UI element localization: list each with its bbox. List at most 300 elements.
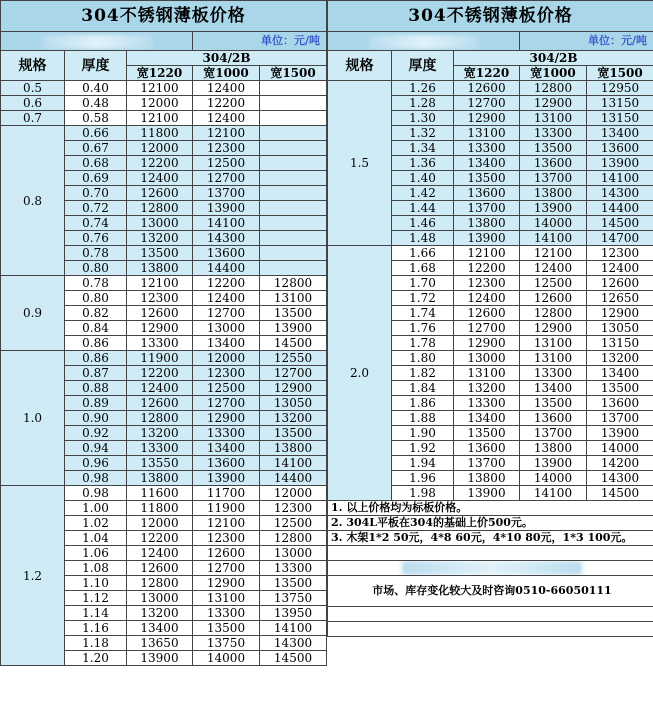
thickness-cell: 1.18 bbox=[65, 636, 127, 651]
price-1220-cell: 12100 bbox=[127, 276, 193, 291]
price-1000-cell: 12500 bbox=[193, 381, 260, 396]
table-row bbox=[1, 486, 327, 501]
price-1500-cell bbox=[260, 201, 327, 216]
price-1000-cell: 12400 bbox=[193, 111, 260, 126]
note-line: 3. 木架1*2 50元，4*8 60元，4*10 80元，1*3 100元。 bbox=[328, 531, 653, 546]
header-width-w2: 宽1000 bbox=[520, 66, 587, 81]
price-1220-cell: 12600 bbox=[127, 396, 193, 411]
thickness-cell: 1.84 bbox=[392, 381, 454, 396]
price-1000-cell: 12300 bbox=[193, 141, 260, 156]
price-1500-cell: 12900 bbox=[587, 306, 653, 321]
price-1000-cell: 13700 bbox=[520, 426, 587, 441]
price-1220-cell: 12300 bbox=[454, 276, 520, 291]
thickness-cell: 0.86 bbox=[65, 336, 127, 351]
price-1000-cell: 11900 bbox=[193, 501, 260, 516]
thickness-cell: 1.68 bbox=[392, 261, 454, 276]
thickness-cell: 1.70 bbox=[392, 276, 454, 291]
note-spacer bbox=[328, 546, 653, 561]
price-1500-cell: 12700 bbox=[260, 366, 327, 381]
price-1500-cell: 13700 bbox=[587, 411, 653, 426]
blurred-area bbox=[1, 32, 193, 51]
price-1500-cell: 13600 bbox=[587, 396, 653, 411]
price-1000-cell: 12100 bbox=[520, 246, 587, 261]
price-1500-cell: 12900 bbox=[260, 381, 327, 396]
thickness-cell: 0.67 bbox=[65, 141, 127, 156]
thickness-cell: 1.94 bbox=[392, 456, 454, 471]
price-1220-cell: 12400 bbox=[454, 291, 520, 306]
price-1000-cell: 13900 bbox=[520, 201, 587, 216]
price-1220-cell: 12200 bbox=[454, 261, 520, 276]
right-price-table bbox=[327, 0, 653, 637]
spec-cell: 1.2 bbox=[1, 486, 65, 666]
spec-cell: 0.5 bbox=[1, 81, 65, 96]
price-1000-cell: 13900 bbox=[193, 471, 260, 486]
thickness-cell: 1.76 bbox=[392, 321, 454, 336]
thickness-cell: 1.20 bbox=[65, 651, 127, 666]
thickness-cell: 0.98 bbox=[65, 486, 127, 501]
price-1500-cell: 13050 bbox=[260, 396, 327, 411]
header-width-w3: 宽1500 bbox=[260, 66, 327, 81]
price-1220-cell: 13800 bbox=[127, 261, 193, 276]
price-1500-cell: 13100 bbox=[260, 291, 327, 306]
price-1500-cell: 13150 bbox=[587, 111, 653, 126]
table-row bbox=[1, 81, 327, 96]
table-row bbox=[1, 351, 327, 366]
price-1000-cell: 12200 bbox=[193, 96, 260, 111]
price-1220-cell: 13800 bbox=[454, 216, 520, 231]
thickness-cell: 0.72 bbox=[65, 201, 127, 216]
price-1220-cell: 13300 bbox=[127, 336, 193, 351]
blurred-area bbox=[328, 561, 653, 576]
price-1500-cell: 14400 bbox=[260, 471, 327, 486]
table-row bbox=[328, 246, 653, 261]
price-1000-cell: 12700 bbox=[193, 171, 260, 186]
price-1000-cell: 14100 bbox=[520, 486, 587, 501]
thickness-cell: 0.90 bbox=[65, 411, 127, 426]
price-1000-cell: 13600 bbox=[520, 411, 587, 426]
header-grade: 304/2B bbox=[127, 51, 327, 66]
price-1500-cell: 14500 bbox=[587, 216, 653, 231]
spec-cell: 1.5 bbox=[328, 81, 392, 246]
header-thickness: 厚度 bbox=[65, 51, 127, 81]
table-title: 304不锈钢薄板价格 bbox=[328, 1, 653, 32]
thickness-cell: 1.82 bbox=[392, 366, 454, 381]
price-1500-cell: 14300 bbox=[587, 186, 653, 201]
price-1500-cell: 12550 bbox=[260, 351, 327, 366]
price-1500-cell bbox=[260, 216, 327, 231]
thickness-cell: 0.82 bbox=[65, 306, 127, 321]
price-1220-cell: 13400 bbox=[454, 411, 520, 426]
thickness-cell: 0.70 bbox=[65, 186, 127, 201]
thickness-cell: 1.00 bbox=[65, 501, 127, 516]
table-row bbox=[328, 81, 653, 96]
price-1500-cell bbox=[260, 141, 327, 156]
thickness-cell: 0.88 bbox=[65, 381, 127, 396]
price-1220-cell: 12600 bbox=[127, 306, 193, 321]
price-1000-cell: 13300 bbox=[193, 606, 260, 621]
price-1500-cell: 12400 bbox=[587, 261, 653, 276]
blurred-watermark bbox=[402, 561, 582, 575]
thickness-cell: 1.32 bbox=[392, 126, 454, 141]
thickness-cell: 1.30 bbox=[392, 111, 454, 126]
price-1000-cell: 13100 bbox=[520, 336, 587, 351]
thickness-cell: 1.26 bbox=[392, 81, 454, 96]
price-1220-cell: 12300 bbox=[127, 291, 193, 306]
price-1000-cell: 14400 bbox=[193, 261, 260, 276]
price-1220-cell: 11900 bbox=[127, 351, 193, 366]
price-1000-cell: 13400 bbox=[193, 336, 260, 351]
note-line: 1. 以上价格均为标板价格。 bbox=[328, 501, 653, 516]
price-1000-cell: 12700 bbox=[193, 561, 260, 576]
price-1500-cell: 13500 bbox=[260, 576, 327, 591]
thickness-cell: 0.69 bbox=[65, 171, 127, 186]
price-1500-cell bbox=[260, 246, 327, 261]
price-1000-cell: 13400 bbox=[520, 381, 587, 396]
price-1220-cell: 13000 bbox=[127, 216, 193, 231]
price-1500-cell: 13000 bbox=[260, 546, 327, 561]
price-1500-cell: 13900 bbox=[587, 156, 653, 171]
price-1000-cell: 14000 bbox=[520, 471, 587, 486]
thickness-cell: 1.40 bbox=[392, 171, 454, 186]
price-1000-cell: 12200 bbox=[193, 276, 260, 291]
price-1500-cell: 14100 bbox=[260, 456, 327, 471]
price-1500-cell: 14000 bbox=[587, 441, 653, 456]
price-1000-cell: 13100 bbox=[520, 351, 587, 366]
price-1220-cell: 12400 bbox=[127, 381, 193, 396]
price-1220-cell: 11800 bbox=[127, 501, 193, 516]
thickness-cell: 0.74 bbox=[65, 216, 127, 231]
thickness-cell: 1.88 bbox=[392, 411, 454, 426]
price-1000-cell: 13700 bbox=[193, 186, 260, 201]
price-1220-cell: 12200 bbox=[127, 531, 193, 546]
blurred-area bbox=[328, 32, 520, 51]
price-1500-cell: 13500 bbox=[260, 426, 327, 441]
price-1500-cell: 12300 bbox=[260, 501, 327, 516]
spec-cell: 0.9 bbox=[1, 276, 65, 351]
price-1000-cell: 13600 bbox=[193, 246, 260, 261]
price-1500-cell: 12300 bbox=[587, 246, 653, 261]
price-1000-cell: 13300 bbox=[193, 426, 260, 441]
price-1000-cell: 14100 bbox=[520, 231, 587, 246]
price-1000-cell: 12700 bbox=[193, 306, 260, 321]
price-1220-cell: 13200 bbox=[127, 426, 193, 441]
price-1000-cell: 12300 bbox=[193, 531, 260, 546]
price-1000-cell: 12900 bbox=[520, 96, 587, 111]
price-1500-cell bbox=[260, 156, 327, 171]
thickness-cell: 0.48 bbox=[65, 96, 127, 111]
header-width-w1: 宽1220 bbox=[454, 66, 520, 81]
price-1220-cell: 13200 bbox=[127, 606, 193, 621]
thickness-cell: 0.78 bbox=[65, 276, 127, 291]
price-1220-cell: 13300 bbox=[454, 396, 520, 411]
price-1500-cell: 13800 bbox=[260, 441, 327, 456]
price-1500-cell bbox=[260, 111, 327, 126]
note-line: 2. 304L平板在304的基础上价500元。 bbox=[328, 516, 653, 531]
price-1500-cell: 13200 bbox=[260, 411, 327, 426]
price-1500-cell bbox=[260, 171, 327, 186]
price-1500-cell bbox=[260, 81, 327, 96]
price-1000-cell: 12900 bbox=[520, 321, 587, 336]
header-spec: 规格 bbox=[328, 51, 392, 81]
thickness-cell: 0.40 bbox=[65, 81, 127, 96]
price-1000-cell: 12400 bbox=[520, 261, 587, 276]
price-1220-cell: 12400 bbox=[127, 546, 193, 561]
unit-label: 单位：元/吨 bbox=[520, 32, 653, 51]
price-1220-cell: 13100 bbox=[454, 366, 520, 381]
price-1000-cell: 14100 bbox=[193, 216, 260, 231]
price-1000-cell: 14000 bbox=[193, 651, 260, 666]
price-1500-cell: 13150 bbox=[587, 336, 653, 351]
price-1000-cell: 13300 bbox=[520, 366, 587, 381]
right-table bbox=[327, 0, 653, 637]
thickness-cell: 1.06 bbox=[65, 546, 127, 561]
header-width-w2: 宽1000 bbox=[193, 66, 260, 81]
price-1220-cell: 13500 bbox=[454, 171, 520, 186]
price-1500-cell: 14400 bbox=[587, 201, 653, 216]
price-1220-cell: 12900 bbox=[454, 111, 520, 126]
price-1000-cell: 12500 bbox=[193, 156, 260, 171]
thickness-cell: 1.28 bbox=[392, 96, 454, 111]
thickness-cell: 0.94 bbox=[65, 441, 127, 456]
price-1000-cell: 12500 bbox=[520, 276, 587, 291]
price-1220-cell: 13100 bbox=[454, 126, 520, 141]
price-1500-cell bbox=[260, 186, 327, 201]
price-1500-cell: 12500 bbox=[260, 516, 327, 531]
price-1220-cell: 13700 bbox=[454, 201, 520, 216]
price-1220-cell: 13400 bbox=[454, 156, 520, 171]
left-table bbox=[0, 0, 327, 666]
thickness-cell: 1.98 bbox=[392, 486, 454, 501]
price-1500-cell: 14300 bbox=[260, 636, 327, 651]
price-1220-cell: 12000 bbox=[127, 96, 193, 111]
thickness-cell: 0.98 bbox=[65, 471, 127, 486]
price-1220-cell: 12000 bbox=[127, 516, 193, 531]
price-1500-cell: 12800 bbox=[260, 531, 327, 546]
price-1220-cell: 13200 bbox=[127, 231, 193, 246]
thickness-cell: 0.87 bbox=[65, 366, 127, 381]
thickness-cell: 1.80 bbox=[392, 351, 454, 366]
blurred-watermark bbox=[42, 35, 152, 49]
price-1220-cell: 12800 bbox=[127, 411, 193, 426]
price-1000-cell: 13100 bbox=[193, 591, 260, 606]
thickness-cell: 0.68 bbox=[65, 156, 127, 171]
thickness-cell: 1.44 bbox=[392, 201, 454, 216]
price-1500-cell: 12950 bbox=[587, 81, 653, 96]
price-1000-cell: 12600 bbox=[193, 546, 260, 561]
price-1500-cell: 14100 bbox=[260, 621, 327, 636]
price-1220-cell: 13300 bbox=[454, 141, 520, 156]
thickness-cell: 0.80 bbox=[65, 291, 127, 306]
thickness-cell: 1.16 bbox=[65, 621, 127, 636]
price-1500-cell: 14100 bbox=[587, 171, 653, 186]
thickness-cell: 1.86 bbox=[392, 396, 454, 411]
price-1500-cell: 13200 bbox=[587, 351, 653, 366]
price-1500-cell: 14500 bbox=[260, 336, 327, 351]
price-1220-cell: 13600 bbox=[454, 186, 520, 201]
thickness-cell: 1.36 bbox=[392, 156, 454, 171]
thickness-cell: 1.78 bbox=[392, 336, 454, 351]
price-1220-cell: 11800 bbox=[127, 126, 193, 141]
left-price-table bbox=[0, 0, 326, 666]
price-1000-cell: 11700 bbox=[193, 486, 260, 501]
price-1500-cell bbox=[260, 231, 327, 246]
price-1220-cell: 12900 bbox=[454, 336, 520, 351]
price-1500-cell: 12650 bbox=[587, 291, 653, 306]
price-1220-cell: 12600 bbox=[127, 561, 193, 576]
price-1220-cell: 12000 bbox=[127, 141, 193, 156]
price-1500-cell: 13150 bbox=[587, 96, 653, 111]
price-1500-cell: 13500 bbox=[587, 381, 653, 396]
price-1220-cell: 12800 bbox=[127, 576, 193, 591]
price-1000-cell: 13300 bbox=[520, 126, 587, 141]
price-1000-cell: 13800 bbox=[520, 441, 587, 456]
unit-label: 单位：元/吨 bbox=[193, 32, 327, 51]
price-1500-cell: 14200 bbox=[587, 456, 653, 471]
price-1000-cell: 14300 bbox=[193, 231, 260, 246]
price-1000-cell: 13100 bbox=[520, 111, 587, 126]
price-1500-cell: 13050 bbox=[587, 321, 653, 336]
price-1220-cell: 13600 bbox=[454, 441, 520, 456]
price-1000-cell: 12400 bbox=[193, 81, 260, 96]
price-1500-cell bbox=[260, 126, 327, 141]
contact-line: 市场、库存变化较大及时咨询0510-66050111 bbox=[328, 576, 653, 607]
thickness-cell: 0.80 bbox=[65, 261, 127, 276]
thickness-cell: 0.84 bbox=[65, 321, 127, 336]
thickness-cell: 1.72 bbox=[392, 291, 454, 306]
price-1000-cell: 12900 bbox=[193, 411, 260, 426]
thickness-cell: 1.10 bbox=[65, 576, 127, 591]
price-1000-cell: 12800 bbox=[520, 306, 587, 321]
price-1220-cell: 12800 bbox=[127, 201, 193, 216]
thickness-cell: 1.08 bbox=[65, 561, 127, 576]
thickness-cell: 1.92 bbox=[392, 441, 454, 456]
note-spacer bbox=[328, 607, 653, 622]
thickness-cell: 0.96 bbox=[65, 456, 127, 471]
price-1500-cell: 12800 bbox=[260, 276, 327, 291]
price-1220-cell: 12400 bbox=[127, 171, 193, 186]
price-1500-cell: 14300 bbox=[587, 471, 653, 486]
price-1000-cell: 12300 bbox=[193, 366, 260, 381]
thickness-cell: 1.42 bbox=[392, 186, 454, 201]
price-1220-cell: 13900 bbox=[454, 231, 520, 246]
thickness-cell: 1.90 bbox=[392, 426, 454, 441]
price-1000-cell: 12800 bbox=[520, 81, 587, 96]
thickness-cell: 0.89 bbox=[65, 396, 127, 411]
price-1500-cell bbox=[260, 261, 327, 276]
spec-cell: 0.8 bbox=[1, 126, 65, 276]
thickness-cell: 1.74 bbox=[392, 306, 454, 321]
price-1220-cell: 12100 bbox=[127, 81, 193, 96]
price-1220-cell: 13700 bbox=[454, 456, 520, 471]
price-1220-cell: 13500 bbox=[127, 246, 193, 261]
price-1500-cell: 14500 bbox=[260, 651, 327, 666]
price-1000-cell: 14000 bbox=[520, 216, 587, 231]
price-1000-cell: 12000 bbox=[193, 351, 260, 366]
price-1220-cell: 12200 bbox=[127, 366, 193, 381]
table-title: 304不锈钢薄板价格 bbox=[1, 1, 327, 32]
header-thickness: 厚度 bbox=[392, 51, 454, 81]
thickness-cell: 1.46 bbox=[392, 216, 454, 231]
thickness-cell: 0.76 bbox=[65, 231, 127, 246]
price-1500-cell: 14500 bbox=[587, 486, 653, 501]
price-1000-cell: 12600 bbox=[520, 291, 587, 306]
price-1000-cell: 13000 bbox=[193, 321, 260, 336]
price-1220-cell: 12700 bbox=[454, 321, 520, 336]
spec-cell: 2.0 bbox=[328, 246, 392, 501]
price-1000-cell: 12700 bbox=[193, 396, 260, 411]
price-1220-cell: 12900 bbox=[127, 321, 193, 336]
price-1220-cell: 12100 bbox=[454, 246, 520, 261]
price-1500-cell: 13600 bbox=[587, 141, 653, 156]
thickness-cell: 0.66 bbox=[65, 126, 127, 141]
header-spec: 规格 bbox=[1, 51, 65, 81]
price-1500-cell bbox=[260, 96, 327, 111]
price-1500-cell: 14700 bbox=[587, 231, 653, 246]
price-1220-cell: 13900 bbox=[127, 651, 193, 666]
price-1220-cell: 12200 bbox=[127, 156, 193, 171]
price-1000-cell: 12100 bbox=[193, 126, 260, 141]
price-1500-cell: 13300 bbox=[260, 561, 327, 576]
price-1000-cell: 12400 bbox=[193, 291, 260, 306]
price-1000-cell: 13600 bbox=[193, 456, 260, 471]
thickness-cell: 1.04 bbox=[65, 531, 127, 546]
price-1500-cell: 13500 bbox=[260, 306, 327, 321]
price-1220-cell: 13550 bbox=[127, 456, 193, 471]
spec-cell: 0.7 bbox=[1, 111, 65, 126]
price-1220-cell: 12600 bbox=[127, 186, 193, 201]
price-1220-cell: 13400 bbox=[127, 621, 193, 636]
header-width-w3: 宽1500 bbox=[587, 66, 653, 81]
price-1220-cell: 13800 bbox=[127, 471, 193, 486]
thickness-cell: 1.48 bbox=[392, 231, 454, 246]
thickness-cell: 0.86 bbox=[65, 351, 127, 366]
price-1000-cell: 13900 bbox=[520, 456, 587, 471]
price-1220-cell: 13000 bbox=[127, 591, 193, 606]
price-1220-cell: 13650 bbox=[127, 636, 193, 651]
price-1000-cell: 13500 bbox=[193, 621, 260, 636]
thickness-cell: 1.34 bbox=[392, 141, 454, 156]
thickness-cell: 0.78 bbox=[65, 246, 127, 261]
price-1220-cell: 12100 bbox=[127, 111, 193, 126]
price-1000-cell: 13400 bbox=[193, 441, 260, 456]
note-spacer bbox=[328, 622, 653, 637]
spec-cell: 1.0 bbox=[1, 351, 65, 486]
thickness-cell: 1.66 bbox=[392, 246, 454, 261]
price-1500-cell: 12000 bbox=[260, 486, 327, 501]
header-grade: 304/2B bbox=[454, 51, 653, 66]
price-1500-cell: 13900 bbox=[260, 321, 327, 336]
price-1000-cell: 13750 bbox=[193, 636, 260, 651]
price-1220-cell: 11600 bbox=[127, 486, 193, 501]
price-1000-cell: 13500 bbox=[520, 396, 587, 411]
price-1000-cell: 12900 bbox=[193, 576, 260, 591]
price-1500-cell: 13900 bbox=[587, 426, 653, 441]
thickness-cell: 1.14 bbox=[65, 606, 127, 621]
thickness-cell: 0.92 bbox=[65, 426, 127, 441]
price-1220-cell: 13800 bbox=[454, 471, 520, 486]
table-row bbox=[1, 111, 327, 126]
price-1000-cell: 13900 bbox=[193, 201, 260, 216]
thickness-cell: 1.96 bbox=[392, 471, 454, 486]
thickness-cell: 1.02 bbox=[65, 516, 127, 531]
price-1220-cell: 12600 bbox=[454, 306, 520, 321]
price-1220-cell: 13900 bbox=[454, 486, 520, 501]
price-1220-cell: 13500 bbox=[454, 426, 520, 441]
price-1220-cell: 12600 bbox=[454, 81, 520, 96]
price-1500-cell: 13400 bbox=[587, 126, 653, 141]
spec-cell: 0.6 bbox=[1, 96, 65, 111]
header-width-w1: 宽1220 bbox=[127, 66, 193, 81]
